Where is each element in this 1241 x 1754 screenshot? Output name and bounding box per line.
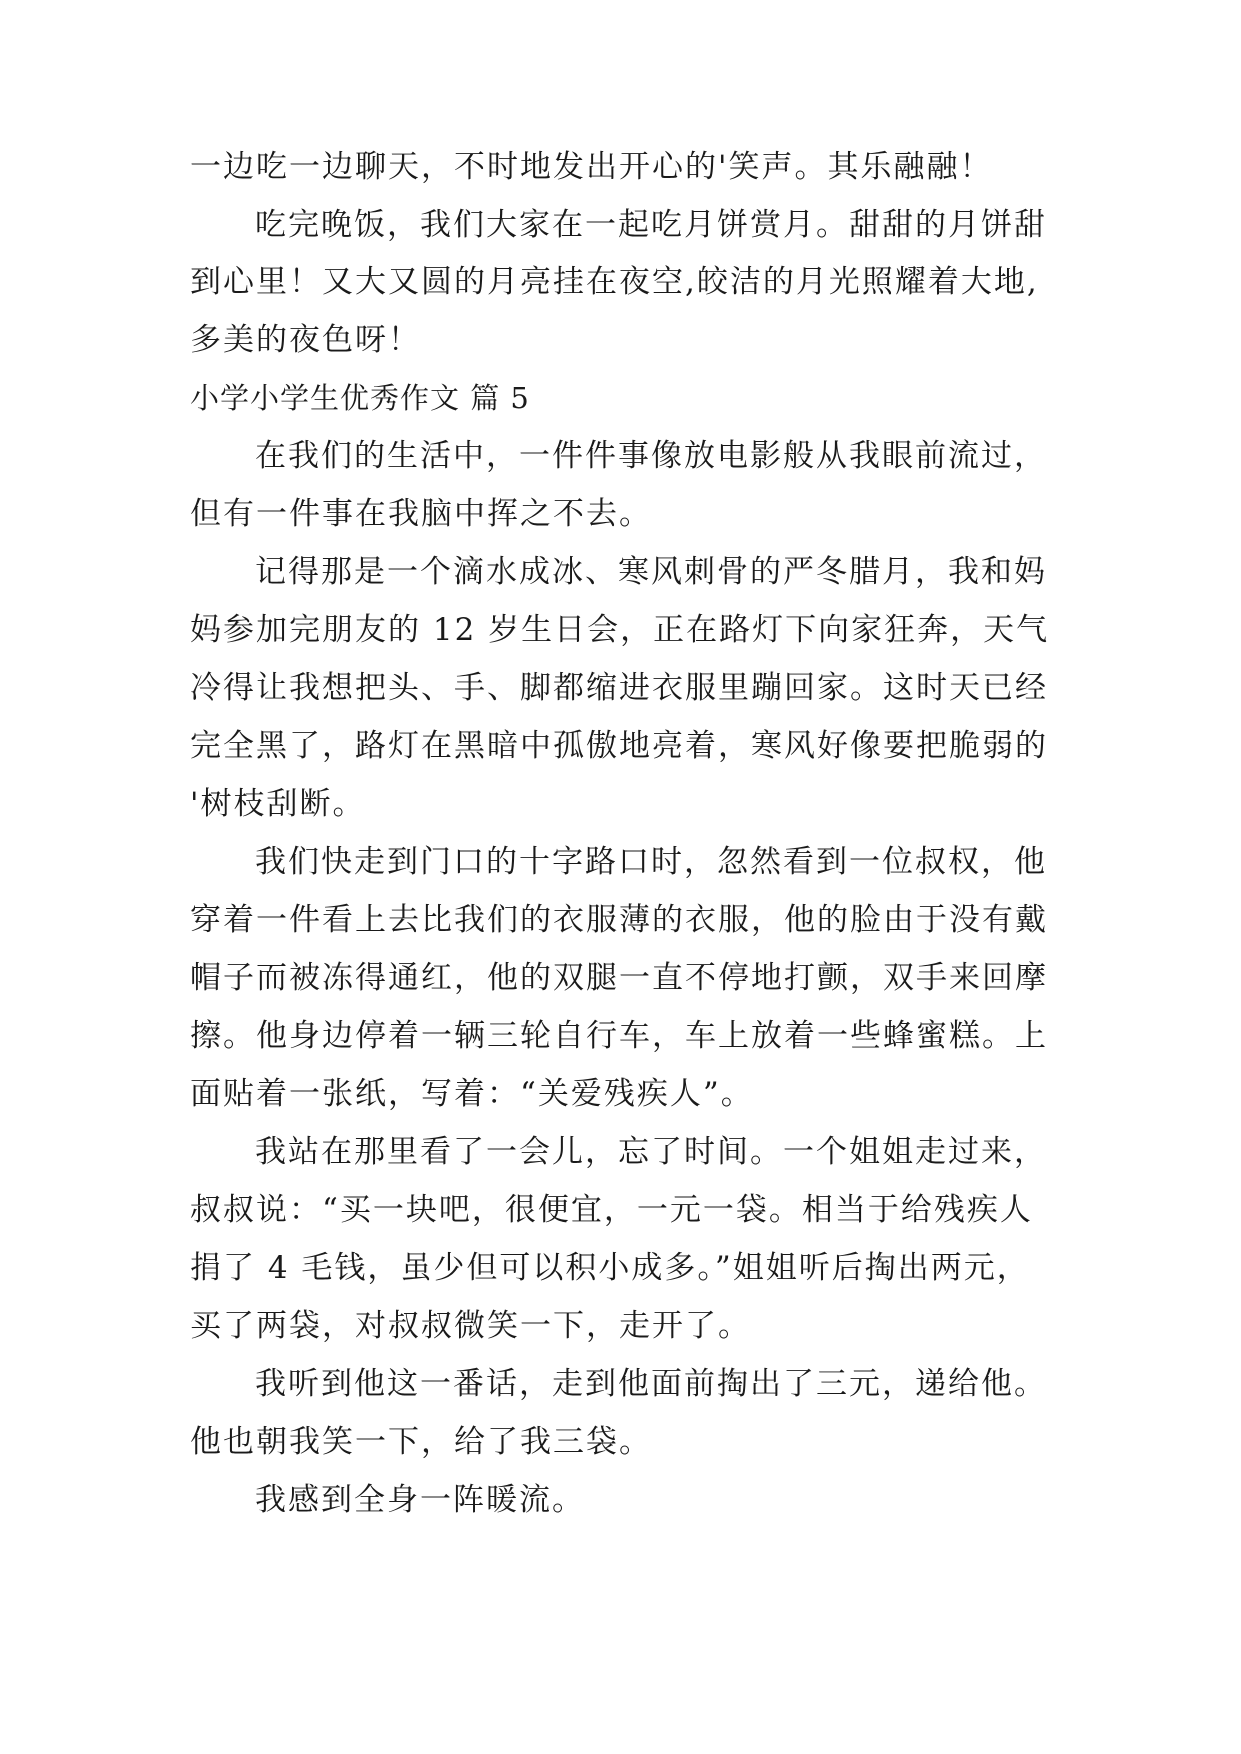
text-line: 我感到全身一阵暖流。	[255, 1482, 585, 1518]
text-line: 帽子而被冻得通红，他的双腿一直不停地打颤，双手来回摩	[190, 960, 1048, 996]
text-line: 我们快走到门口的十字路口时，忽然看到一位叔权，他	[255, 844, 1047, 880]
text-line: 他也朝我笑一下，给了我三袋。	[190, 1424, 652, 1460]
text-line: 买了两袋，对叔叔微笑一下，走开了。	[190, 1308, 751, 1344]
text-line: 捐了 4 毛钱，虽少但可以积小成多。”姐姐听后掏出两元，	[190, 1250, 1030, 1286]
text-line: 到心里！又大又圆的月亮挂在夜空,皎洁的月光照耀着大地,	[190, 264, 1039, 300]
text-line: 但有一件事在我脑中挥之不去。	[190, 496, 652, 532]
text-line: 在我们的生活中，一件件事像放电影般从我眼前流过，	[255, 438, 1047, 474]
text-line: 叔叔说：“买一块吧，很便宜，一元一袋。相当于给残疾人	[190, 1192, 1033, 1228]
text-line: 一边吃一边聊天，不时地发出开心的'笑声。其乐融融！	[190, 149, 993, 185]
text-line: 冷得让我想把头、手、脚都缩进衣服里蹦回家。这时天已经	[190, 670, 1048, 706]
text-line: 我站在那里看了一会儿，忘了时间。一个姐姐走过来，	[255, 1134, 1047, 1170]
text-line: 多美的夜色呀！	[190, 322, 421, 358]
text-line: '树枝刮断。	[190, 786, 366, 822]
text-line: 吃完晚饭，我们大家在一起吃月饼赏月。甜甜的月饼甜	[255, 207, 1047, 243]
text-line: 擦。他身边停着一辆三轮自行车，车上放着一些蜂蜜糕。上	[190, 1018, 1048, 1054]
text-line: 完全黑了，路灯在黑暗中孤傲地亮着，寒风好像要把脆弱的	[190, 728, 1048, 764]
text-line: 我听到他这一番话，走到他面前掏出了三元，递给他。	[255, 1366, 1047, 1402]
text-line: 穿着一件看上去比我们的衣服薄的衣服，他的脸由于没有戴	[190, 902, 1048, 938]
text-line: 妈参加完朋友的 12 岁生日会，正在路灯下向家狂奔，天气	[190, 612, 1050, 648]
section-heading: 小学小学生优秀作文 篇 5	[190, 381, 530, 415]
text-line: 记得那是一个滴水成冰、寒风刺骨的严冬腊月，我和妈	[255, 554, 1047, 590]
text-line: 面贴着一张纸，写着：“关爱残疾人”。	[190, 1076, 754, 1112]
